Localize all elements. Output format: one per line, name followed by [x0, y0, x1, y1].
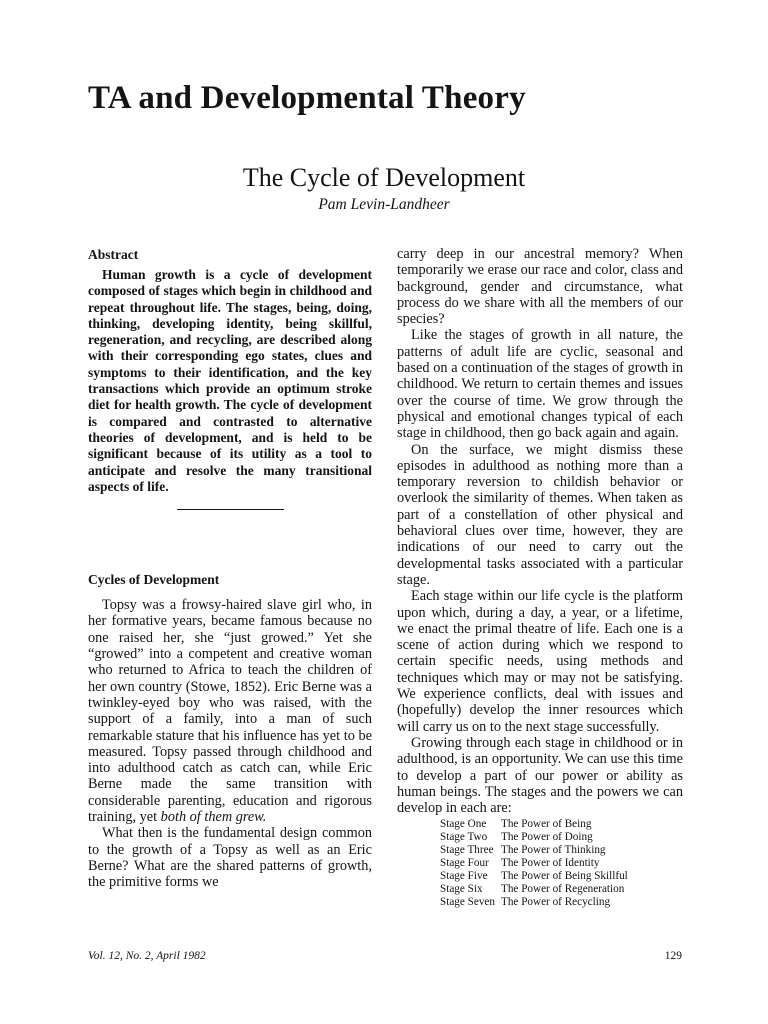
stage-power: The Power of Being: [501, 818, 592, 831]
cycles-heading: Cycles of Development: [88, 572, 220, 588]
stage-row: [440, 831, 628, 844]
stage-name: Stage Seven: [440, 895, 495, 908]
left-column: [88, 246, 372, 891]
stage-name: Stage Five: [440, 870, 488, 883]
page-number: 129: [664, 950, 682, 962]
paragraph-opportunity: Growing through each stage in childhood or in adulthood, is an opportunity. We can use this time to develop a part of our power or ability as human beings. The stages and the powers we can develop in each are:: [397, 734, 683, 817]
author-name: Pam Levin-Landheer: [318, 196, 450, 213]
abstract-heading: Abstract: [88, 247, 139, 262]
stage-name: Stage Four: [440, 857, 489, 870]
right-column: [397, 246, 683, 909]
paragraph-surface: On the surface, we might dismiss these episodes in adulthood as nothing more than a temporary reversion to childish behavior or overlook the similarity of themes. When taken as part of a constellation of other physical and behavioral clues over time, however, they are indications of our need to carry out the developmental tasks associated with a particular stage.: [397, 441, 683, 588]
stage-row: [440, 883, 628, 896]
stage-row: [440, 818, 628, 831]
stage-power: The Power of Doing: [501, 831, 593, 844]
stage-name: Stage One: [440, 818, 487, 831]
journal-citation: Vol. 12, No. 2, April 1982: [88, 950, 206, 962]
paragraph-stages-nature: Like the stages of growth in all nature, the patterns of adult life are cyclic, seasonal and based on a continuation of the stages of growth in childhood. We return to certain themes and issues over the course of time. We grow through the physical and emotional changes typical of each stage in childhood, then go back again and again.: [397, 327, 683, 442]
abstract-text: Human growth is a cycle of development composed of stages which begin in childhood and repeat throughout life. The stages, being, doing, thinking, developing identity, being skillful, regeneration, and recycling, are described along with their corresponding ego states, clues and symptoms to their identification, and the key transactions which provide an optimum stroke diet for health growth. The cycle of development is compared and contrasted to alternative theories of development, and is held to be significant because of its utility as a tool to anticipate and resolve the many transitional aspects of life.: [88, 267, 372, 494]
stage-row: [440, 870, 628, 883]
stage-name: Stage Three: [440, 844, 494, 857]
stage-power: The Power of Regeneration: [501, 882, 625, 895]
stage-row: [440, 896, 628, 909]
stage-row: [440, 857, 628, 870]
section-divider: [177, 509, 284, 510]
stage-row: [440, 844, 628, 857]
paragraph-topsy-text: Topsy was a frowsy-haired slave girl who, in her formative years, became famous because no one raised her, she “just growed.” Yet she “growed” into a competent and creative woman who returned to Africa to teach the children of her own country (Stowe, 1852). Eric Berne was a twinkley-eyed boy who was raised, with the support of a family, into a man of such remarkable stature that his influence has yet to be measured. Topsy passed through childhood and into adulthood catch as catch can, while Eric Berne made the same transition with considerable parenting, education and rigorous training, yet: [88, 597, 372, 826]
article-title: The Cycle of Development: [242, 163, 526, 192]
paragraph-platform: Each stage within our life cycle is the platform upon which, during a day, a year, or a lifetime, we enact the primal theatre of life. Each one is a scene of action during which we respond to certain specific needs, using methods and techniques which may or may not be satisfying. We experience conflicts, deal with issues and (hopefully) develop the inner resources which will carry us on to the next stage successfully.: [397, 588, 683, 735]
paragraph-ancestral-memory: carry deep in our ancestral memory? When temporarily we erase our race and color, class and background, gender and circumstance, what process do we share with all the members of our species?: [397, 246, 683, 328]
paragraph-fundamental-design: What then is the fundamental design common to the growth of a Topsy as well as an Eric Berne? What are the shared patterns of growth, the primitive forms we: [88, 825, 372, 891]
stage-power: The Power of Thinking: [501, 844, 606, 857]
stages-table: [440, 818, 628, 908]
paragraph-topsy-emphasis: both of them grew.: [160, 809, 267, 826]
stage-name: Stage Six: [440, 882, 483, 895]
journal-section-title: TA and Developmental Theory: [88, 80, 526, 116]
stage-power: The Power of Identity: [501, 857, 600, 870]
stage-power: The Power of Recycling: [501, 895, 611, 908]
stage-power: The Power of Being Skillful: [501, 870, 628, 883]
paragraph-topsy: [88, 597, 372, 825]
stage-name: Stage Two: [440, 831, 488, 844]
